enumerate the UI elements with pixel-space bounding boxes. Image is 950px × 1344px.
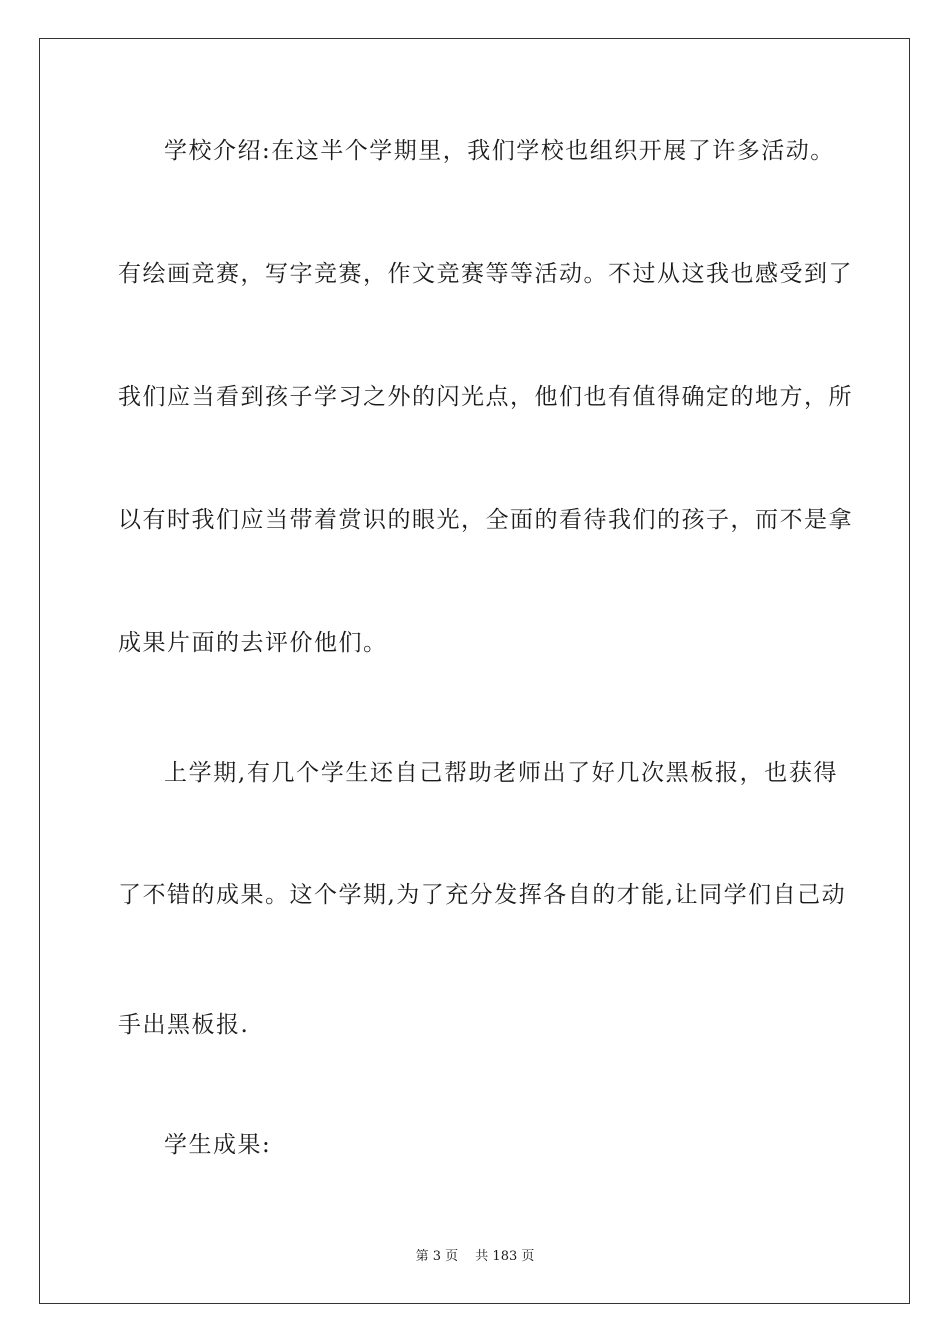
paragraph-line: 了不错的成果。这个学期,为了充分发挥各自的才能,让同学们自己动 <box>118 882 847 908</box>
paragraph-line: 手出黑板报. <box>118 1012 250 1038</box>
paragraph-line: 学校介绍:在这半个学期里，我们学校也组织开展了许多活动。 <box>164 138 835 164</box>
paragraph-line: 上学期,有几个学生还自己帮助老师出了好几次黑板报，也获得 <box>164 760 838 786</box>
paragraph-line: 有绘画竞赛，写字竞赛，作文竞赛等等活动。不过从这我也感受到了 <box>118 261 853 287</box>
page-border <box>39 38 910 1304</box>
paragraph-line: 我们应当看到孩子学习之外的闪光点，他们也有值得确定的地方，所 <box>118 384 853 410</box>
paragraph-line: 以有时我们应当带着赏识的眼光，全面的看待我们的孩子，而不是拿 <box>118 507 853 533</box>
section-heading: 学生成果: <box>164 1132 272 1158</box>
page-number-footer: 第 3 页 共 183 页 <box>415 1249 535 1264</box>
paragraph-line: 成果片面的去评价他们。 <box>118 630 388 656</box>
